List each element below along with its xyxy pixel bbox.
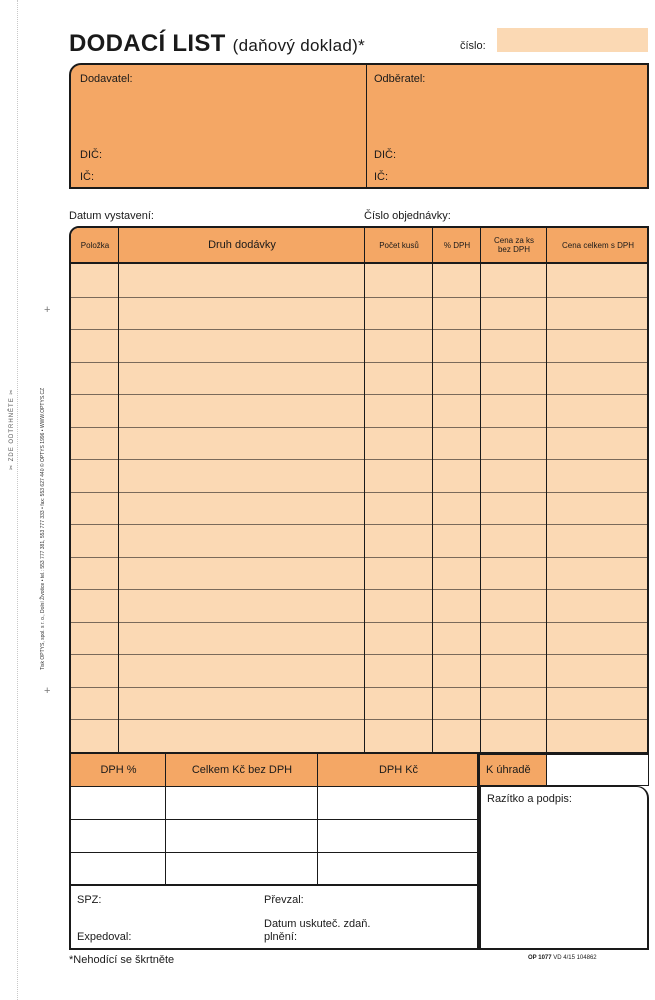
customer-dic-label: DIČ: — [374, 149, 396, 161]
parties-box — [69, 63, 649, 189]
table-row-divider — [71, 362, 647, 363]
col-header-vat-amount: DPH Kč — [378, 763, 419, 776]
items-table-header — [71, 228, 647, 264]
table-row-divider — [71, 297, 647, 298]
order-number-label: Číslo objednávky: — [364, 210, 451, 222]
parties-divider — [366, 65, 367, 187]
document-title — [69, 30, 365, 58]
number-field[interactable] — [497, 28, 648, 52]
dispatched-by-label: Expedoval: — [77, 931, 132, 943]
col-header-vat-percent: DPH % — [100, 763, 137, 776]
form-code — [528, 955, 597, 961]
registration-mark-icon: + — [44, 304, 51, 316]
row-divider — [71, 819, 477, 820]
form-code-rest: VD 4/15 104862 — [553, 955, 597, 961]
table-row-divider — [71, 492, 647, 493]
delivery-footer — [69, 886, 479, 950]
column-divider — [546, 228, 547, 752]
footnote: *Nehodící se škrtněte — [69, 954, 175, 966]
supplier-label: Dodavatel: — [80, 73, 133, 85]
column-divider — [480, 228, 481, 752]
table-row-divider — [71, 459, 647, 460]
col-header-total-price: Cena celkem s DPH — [561, 240, 635, 250]
tear-here-label: ✂ ZDE ODTRHNĚTE ✂ — [9, 388, 15, 470]
table-row-divider — [71, 427, 647, 428]
registration-mark-icon: + — [44, 685, 51, 697]
items-table-body[interactable] — [71, 264, 647, 752]
table-row-divider — [71, 524, 647, 525]
table-row-divider — [71, 654, 647, 655]
taxable-date-label: Datum uskuteč. zdaň. plnění: — [264, 918, 371, 943]
col-header-description: Druh dodávky — [208, 238, 276, 251]
number-label: číslo: — [460, 40, 486, 52]
spz-label: SPZ: — [77, 894, 102, 906]
table-row-divider — [71, 589, 647, 590]
to-pay-label: K úhradě — [479, 754, 547, 786]
title-main: DODACÍ LIST — [69, 30, 226, 57]
col-header-unit-price: Cena za ks bez DPH — [493, 236, 535, 254]
customer-label: Odběratel: — [374, 73, 426, 85]
table-row-divider — [71, 329, 647, 330]
supplier-dic-label: DIČ: — [80, 149, 102, 161]
table-row-divider — [71, 687, 647, 688]
items-table — [69, 226, 649, 754]
vat-summary-table — [69, 754, 479, 886]
form-code-bold: OP 1077 — [528, 955, 552, 961]
cut-line — [17, 0, 19, 1000]
customer-ic-label: IČ: — [374, 171, 389, 183]
table-row-divider — [71, 394, 647, 395]
stamp-signature-label: Razítko a podpis: — [487, 793, 572, 805]
row-divider — [71, 852, 477, 853]
col-header-total-excl-vat: Celkem Kč bez DPH — [191, 763, 293, 776]
supplier-ic-label: IČ: — [80, 171, 95, 183]
column-divider — [118, 228, 119, 752]
table-row-divider — [71, 719, 647, 720]
table-row-divider — [71, 557, 647, 558]
printer-imprint: Tisk OPTYS, spol. s r. o., Dolní Životice • tel.: 553 777 381, 553 777 333 • fax: 553 627 440 © OPTYS 1996 • WWW.OPTYS.CZ — [40, 387, 46, 670]
col-header-item: Položka — [80, 240, 110, 250]
payment-stamp-area — [479, 754, 649, 950]
received-by-label: Převzal: — [264, 894, 304, 906]
title-subtitle: (daňový doklad)* — [232, 36, 365, 55]
table-row-divider — [71, 622, 647, 623]
column-divider — [432, 228, 433, 752]
stamp-signature-box[interactable] — [479, 786, 649, 950]
column-divider — [364, 228, 365, 752]
col-header-quantity: Počet kusů — [379, 240, 419, 250]
col-header-vat-rate: % DPH — [443, 240, 471, 250]
to-pay-field[interactable] — [547, 754, 649, 786]
vat-summary-header — [71, 754, 477, 787]
issue-date-label: Datum vystavení: — [69, 210, 154, 222]
